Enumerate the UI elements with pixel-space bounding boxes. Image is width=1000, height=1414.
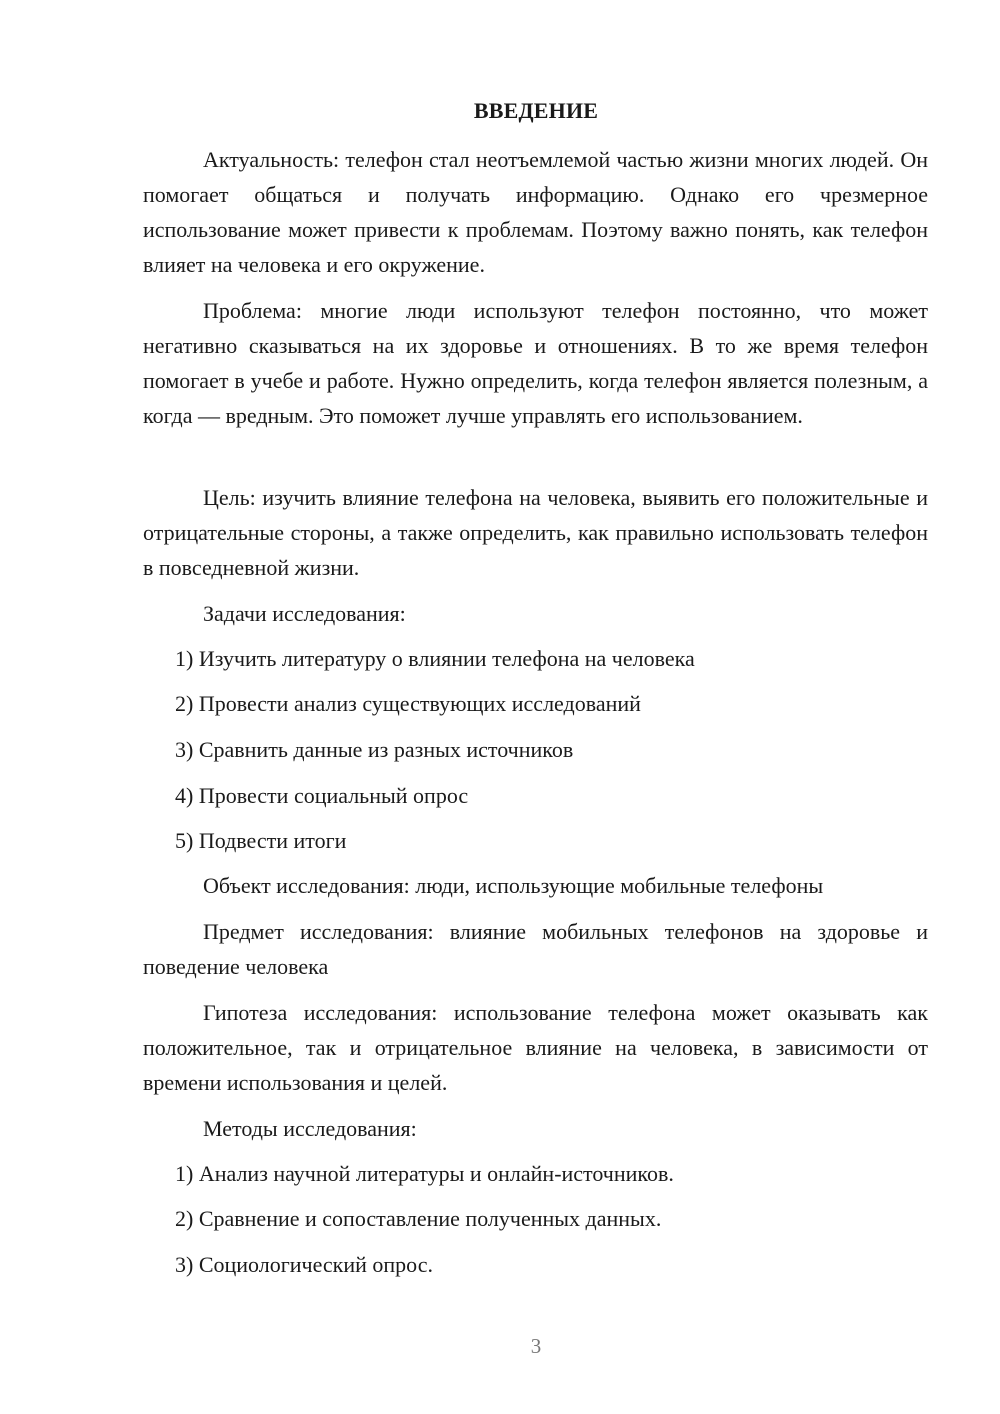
method-item: 2) Сравнение и сопоставление полученных данных. <box>175 1206 662 1231</box>
method-item: 3) Социологический опрос. <box>175 1252 433 1277</box>
page-number: 3 <box>530 1334 542 1358</box>
goal-paragraph: Цель: изучить влияние телефона на человека, выявить его положительные и отрицательные стороны, а также определить, как правильно использовать телефон в повседневной жизни. <box>143 485 928 580</box>
task-item: 5) Подвести итоги <box>175 828 347 853</box>
task-item: 3) Сравнить данные из разных источников <box>175 737 574 762</box>
problem-paragraph: Проблема: многие люди используют телефон постоянно, что может негативно сказываться на их здоровье и отношениях. В то же время телефон помогает в учебе и работе. Нужно определить, когда телефон является полезным, а когда — вредным. Это поможет лучше управлять его использованием. <box>143 298 928 428</box>
methods-title: Методы исследования: <box>203 1116 417 1141</box>
task-item: 2) Провести анализ существующих исследований <box>175 691 641 716</box>
hypothesis-paragraph: Гипотеза исследования: использование телефона может оказывать как положительное, так и отрицательное влияние на человека, в зависимости от времени использования и целей. <box>143 1000 928 1095</box>
task-item: 1) Изучить литературу о влиянии телефона на человека <box>175 646 695 671</box>
section-heading: ВВЕДЕНИЕ <box>473 98 599 123</box>
subject-paragraph: Предмет исследования: влияние мобильных телефонов на здоровье и поведение человека <box>143 919 928 979</box>
object-paragraph: Объект исследования: люди, использующие мобильные телефоны <box>203 873 824 898</box>
task-item: 4) Провести социальный опрос <box>175 783 469 808</box>
tasks-title: Задачи исследования: <box>203 601 406 626</box>
relevance-paragraph: Актуальность: телефон стал неотъемлемой частью жизни многих людей. Он помогает общаться и получать информацию. Однако его чрезмерное использование может привести к проблемам. Поэтому важно понять, как телефон влияет на человека и его окружение. <box>143 147 928 277</box>
method-item: 1) Анализ научной литературы и онлайн-источников. <box>175 1161 674 1186</box>
